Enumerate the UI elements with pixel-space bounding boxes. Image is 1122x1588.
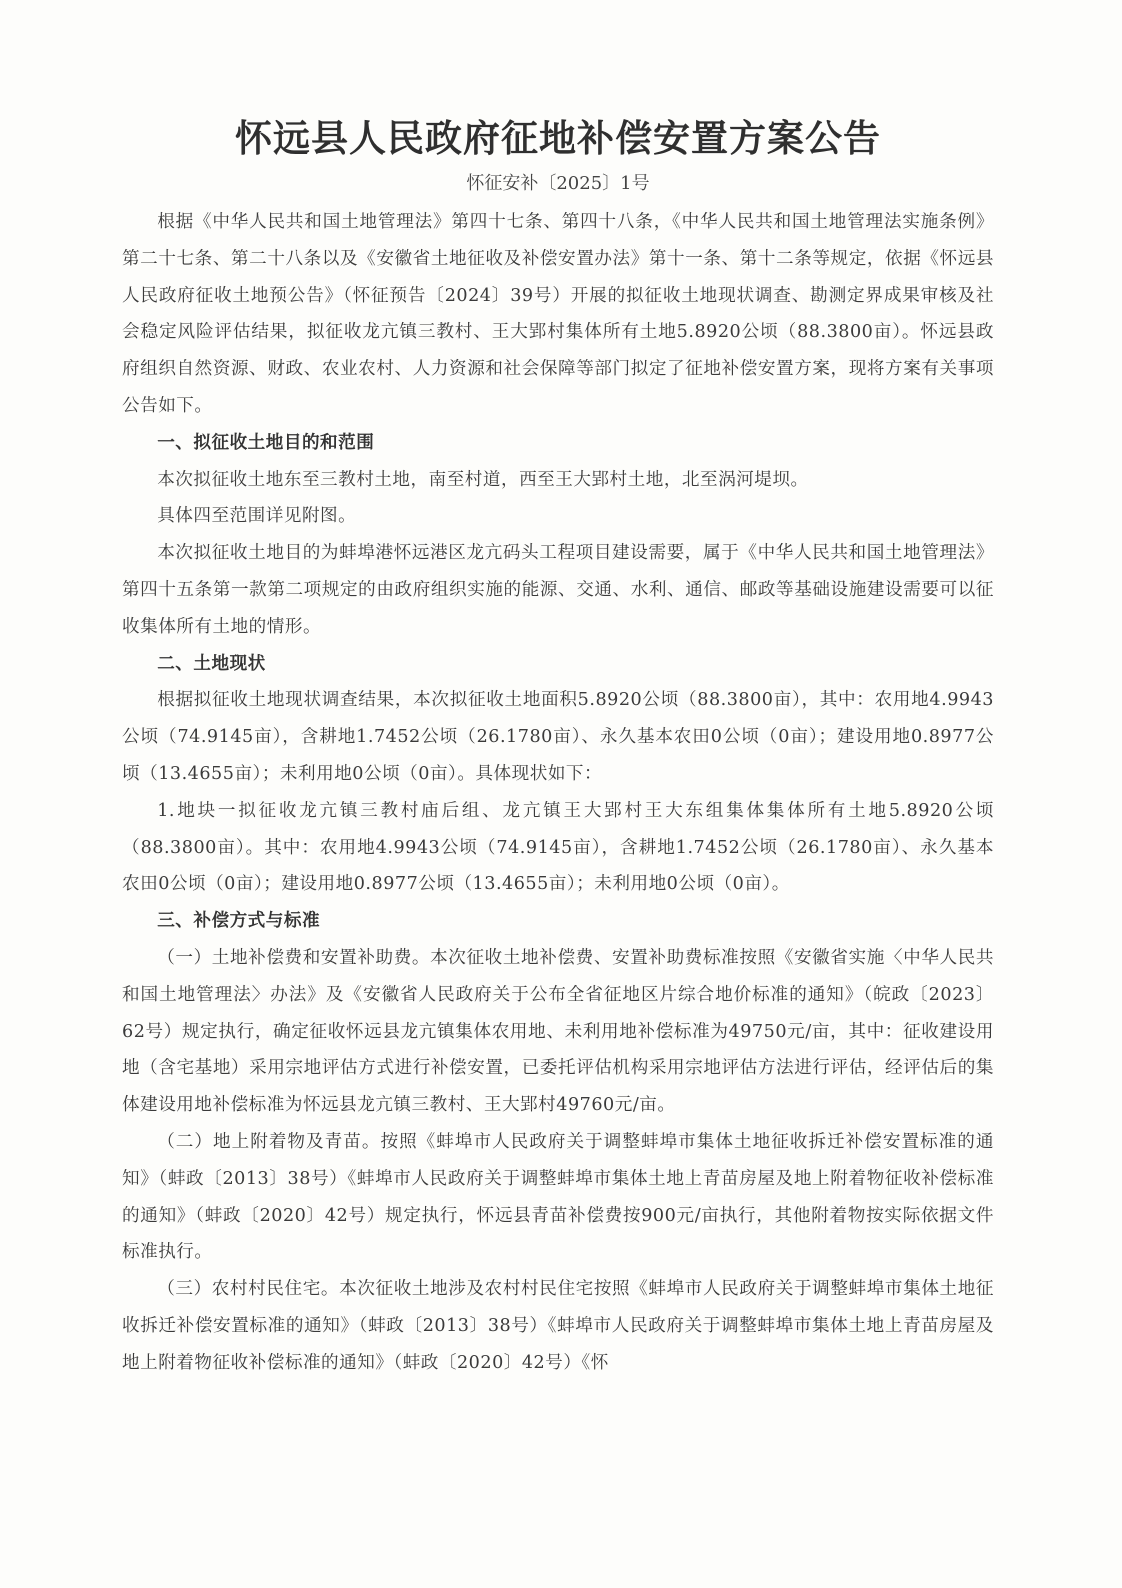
paragraph: 具体四至范围详见附图。 — [157, 506, 357, 527]
paragraph: （三）农村村民住宅。本次征收土地涉及农村村民住宅按照《蚌埠市人民政府关于调整蚌埠市集体土地征收拆迁补偿安置标准的通知》（蚌政〔2013〕38号）《蚌埠市人民政府关于调整蚌埠市集体土地上青苗房屋及地上附着物征收补偿标准的通知》（蚌政〔2020〕42号）《怀 — [122, 1279, 994, 1373]
paragraph: 根据《中华人民共和国土地管理法》第四十七条、第四十八条，《中华人民共和国土地管理法实施条例》第二十七条、第二十八条以及《安徽省土地征收及补偿安置办法》第十一条、第十二条等规定，依据《怀远县人民政府征收土地预公告》（怀征预告〔2024〕39号）开展的拟征收土地现状调查、勘测定界成果审核及社会稳定风险评估结果，拟征收龙亢镇三教村、王大郢村集体所有土地5.8920公顷（88.3800亩）。怀远县政府组织自然资源、财政、农业农村、人力资源和社会保障等部门拟定了征地补偿安置方案，现将方案有关事项公告如下。 — [122, 212, 994, 416]
section-heading: 一、拟征收土地目的和范围 — [157, 432, 375, 453]
section-heading: 二、土地现状 — [157, 653, 266, 674]
document-number: 怀征安补〔2025〕1号 — [466, 173, 650, 194]
document-body — [122, 204, 994, 1382]
paragraph: （二）地上附着物及青苗。按照《蚌埠市人民政府关于调整蚌埠市集体土地征收拆迁补偿安置标准的通知》（蚌政〔2013〕38号）《蚌埠市人民政府关于调整蚌埠市集体土地上青苗房屋及地上附着物征收补偿标准的通知》（蚌政〔2020〕42号）规定执行，怀远县青苗补偿费按900元/亩执行，其他附着物按实际依据文件标准执行。 — [122, 1131, 994, 1263]
document-title: 怀远县人民政府征地补偿安置方案公告 — [235, 116, 881, 160]
paragraph: 1.地块一拟征收龙亢镇三教村庙后组、龙亢镇王大郢村王大东组集体集体所有土地5.8920公顷（88.3800亩）。其中：农用地4.9943公顷（74.9145亩），含耕地1.7452公顷（26.1780亩）、永久基本农田0公顷（0亩）；建设用地0.8977公顷（13.4655亩）；未利用地0公顷（0亩）。 — [122, 800, 994, 895]
document-page — [122, 112, 994, 1382]
section-heading: 三、补偿方式与标准 — [157, 911, 321, 932]
paragraph: 本次拟征收土地目的为蚌埠港怀远港区龙亢码头工程项目建设需要，属于《中华人民共和国土地管理法》第四十五条第一款第二项规定的由政府组织实施的能源、交通、水利、通信、邮政等基础设施建设需要可以征收集体所有土地的情形。 — [122, 543, 994, 637]
paragraph: （一）土地补偿费和安置补助费。本次征收土地补偿费、安置补助费标准按照《安徽省实施〈中华人民共和国土地管理法〉办法》及《安徽省人民政府关于公布全省征地区片综合地价标准的通知》（皖政〔2023〕62号）规定执行，确定征收怀远县龙亢镇集体农用地、未利用地补偿标准为49750元/亩，其中：征收建设用地（含宅基地）采用宗地评估方式进行补偿安置，已委托评估机构采用宗地评估方法进行评估，经评估后的集体建设用地补偿标准为怀远县龙亢镇三教村、王大郢村49760元/亩。 — [122, 947, 994, 1116]
paragraph: 本次拟征收土地东至三教村土地，南至村道，西至王大郢村土地，北至涡河堤坝。 — [157, 469, 809, 490]
paragraph: 根据拟征收土地现状调查结果，本次拟征收土地面积5.8920公顷（88.3800亩），其中：农用地4.9943公顷（74.9145亩），含耕地1.7452公顷（26.1780亩）、永久基本农田0公顷（0亩）；建设用地0.8977公顷（13.4655亩）；未利用地0公顷（0亩）。具体现状如下： — [122, 690, 994, 784]
